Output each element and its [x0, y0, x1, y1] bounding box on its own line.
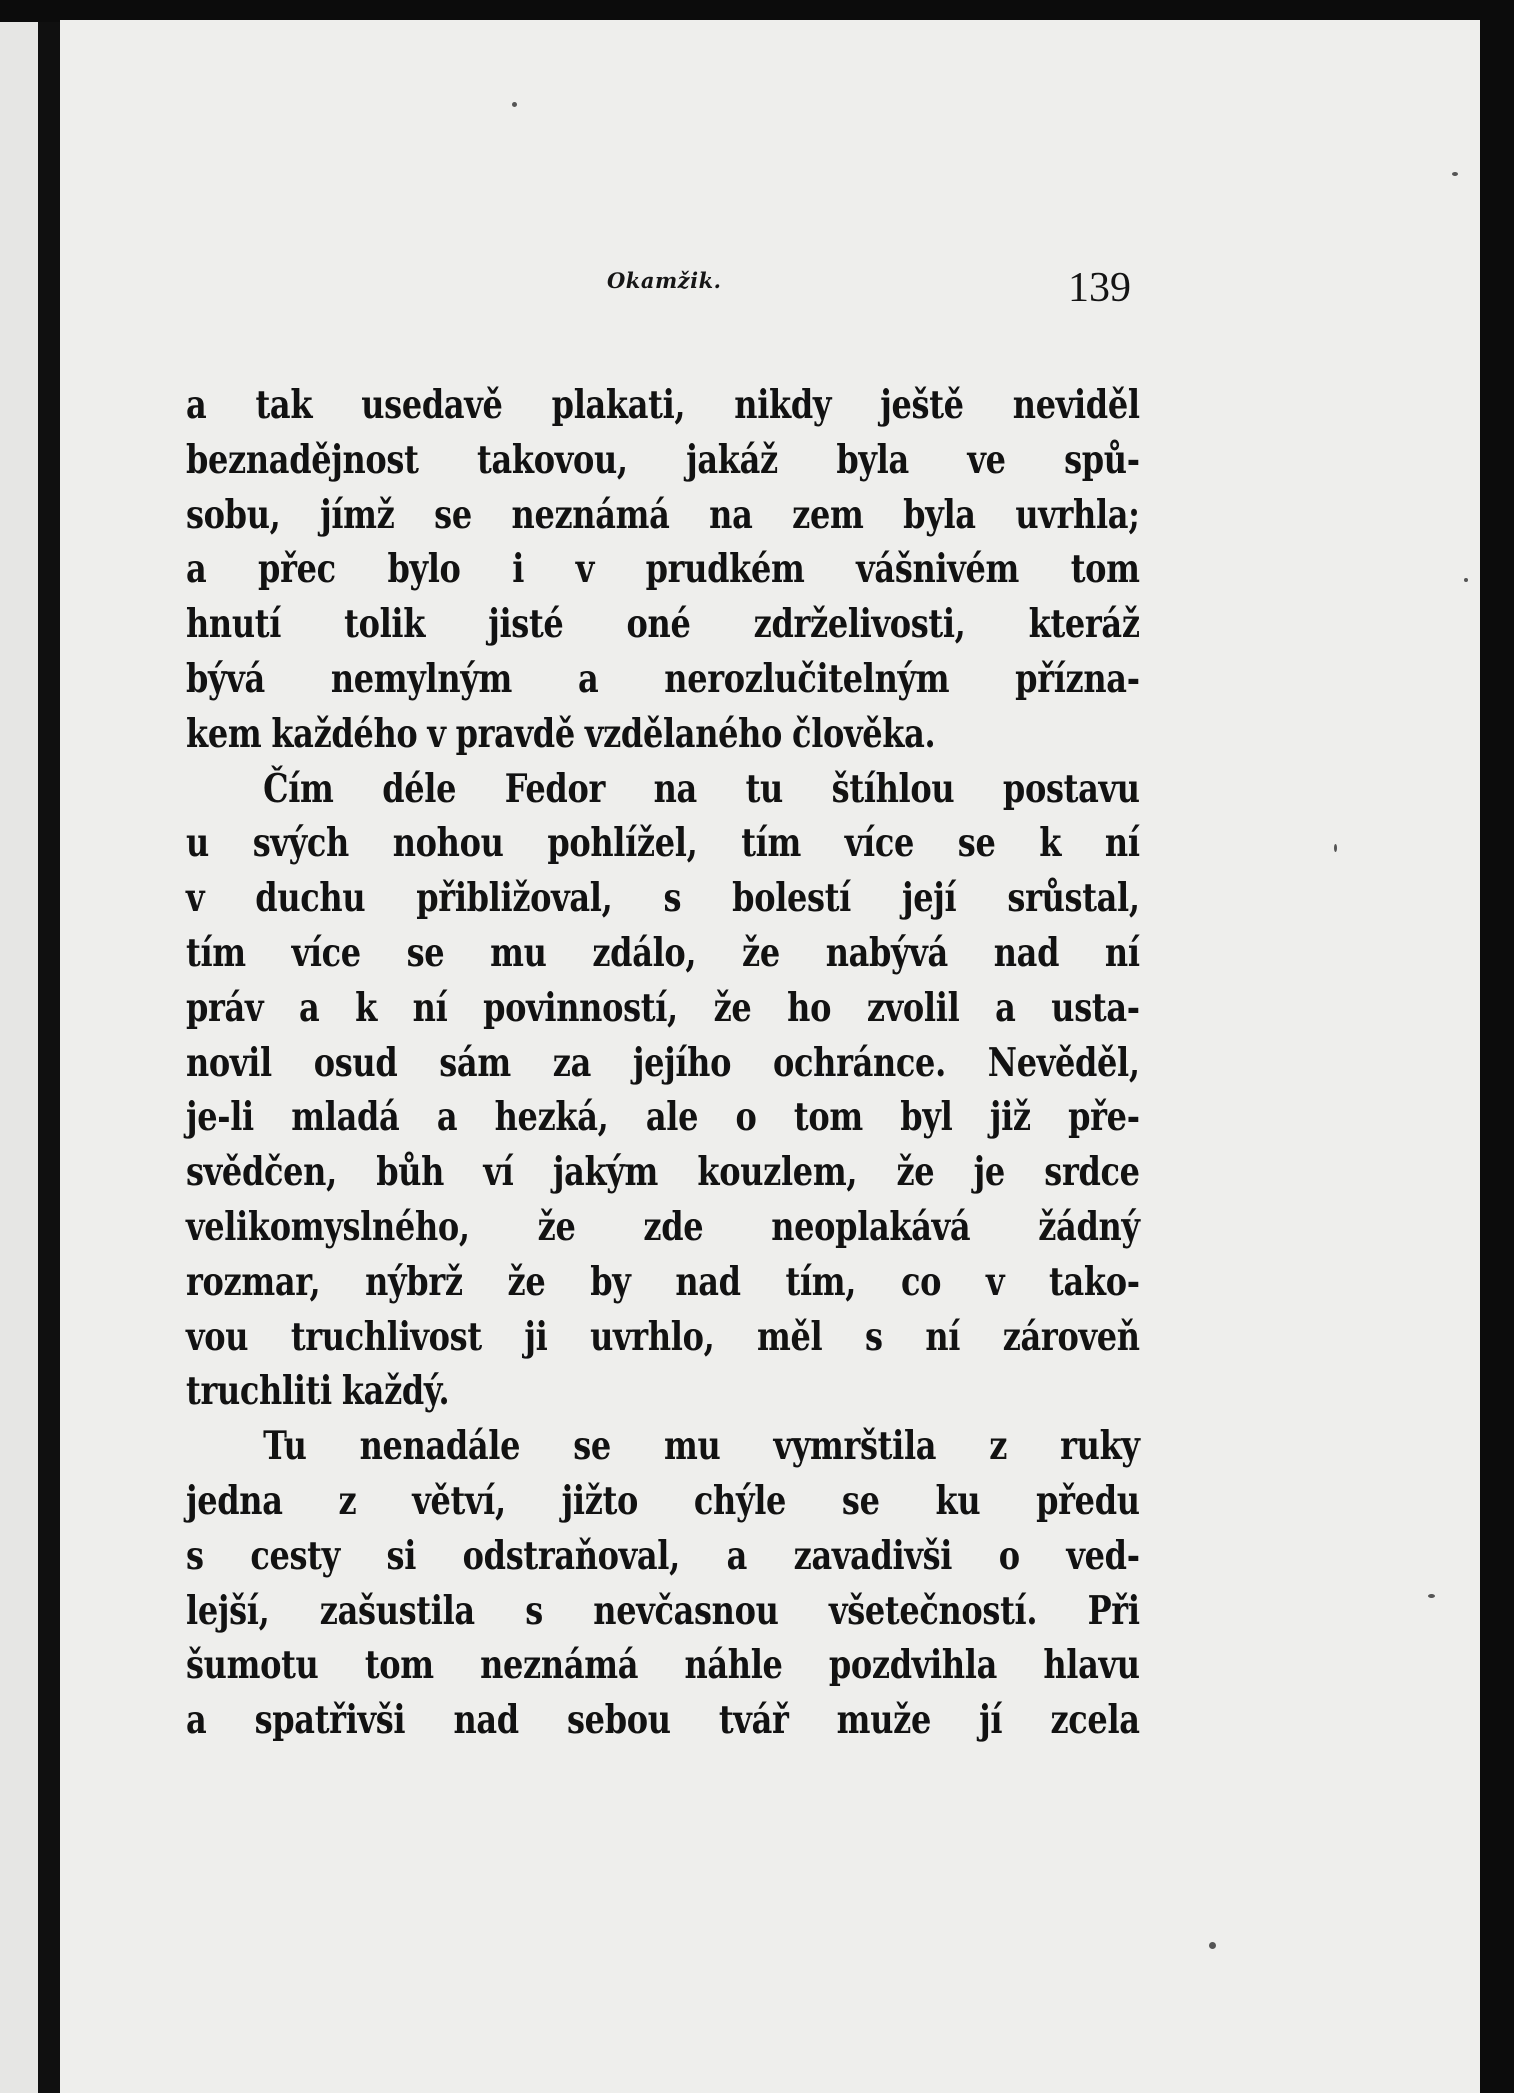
- text-line: sobu, jímž se neznámá na zem byla uvrhla;: [186, 491, 1140, 538]
- paper-speck: [512, 102, 517, 107]
- text-line: velikomyslného, že zde neoplakává žádný: [186, 1203, 1140, 1250]
- text-line: hnutí tolik jisté oné zdrželivosti, kteráž: [186, 601, 1140, 648]
- text-line: tím více se mu zdálo, že nabývá nad ní: [186, 929, 1140, 976]
- text-line: Čím déle Fedor na tu štíhlou postavu: [263, 765, 1140, 812]
- text-line: je-li mladá a hezká, ale o tom byl již pře-: [186, 1094, 1140, 1141]
- text-line: práv a k ní povinností, že ho zvolil a usta-: [186, 984, 1140, 1031]
- text-line: jedna z větví, jižto chýle se ku předu: [186, 1477, 1140, 1524]
- text-line: šumotu tom neznámá náhle pozdvihla hlavu: [186, 1642, 1140, 1689]
- text-line: svědčen, bůh ví jakým kouzlem, že je srdce: [186, 1149, 1140, 1196]
- text-line: u svých nohou pohlížel, tím více se k ní: [186, 820, 1140, 867]
- binding-shadow: [38, 22, 60, 2093]
- running-head: [0, 265, 1514, 311]
- text-line: a přec bylo i v prudkém vášnivém tom: [186, 546, 1140, 593]
- text-line: kem každého v pravdě vzdělaného člověka.: [186, 710, 936, 757]
- previous-page-edge: [0, 22, 38, 2093]
- text-line: lejší, zašustila s nevčasnou všetečností. Při: [186, 1587, 1140, 1634]
- text-line: rozmar, nýbrž že by nad tím, co v tako-: [186, 1258, 1140, 1305]
- text-line: v duchu přibližoval, s bolestí její srůstal,: [186, 875, 1140, 922]
- paper-speck: [1334, 844, 1337, 852]
- text-line: beznadějnost takovou, jakáž byla ve spů-: [186, 436, 1140, 483]
- text-line: a spatřivši nad sebou tvář muže jí zcela: [186, 1697, 1140, 1744]
- paper-speck: [1209, 1942, 1216, 1949]
- paper-speck: [1452, 172, 1458, 176]
- body-text: [186, 378, 1140, 1748]
- text-line: vou truchlivost ji uvrhlo, měl s ní zároveň: [186, 1313, 1140, 1360]
- text-line: bývá nemylným a nerozlučitelným přízna-: [186, 655, 1140, 702]
- paper-speck: [1464, 578, 1468, 582]
- page-number: 139: [1068, 265, 1131, 311]
- text-line: novil osud sám za jejího ochránce. Nevěděl,: [186, 1039, 1140, 1086]
- text-line: truchliti každý.: [186, 1368, 450, 1415]
- text-line: Tu nenadále se mu vymrštila z ruky: [263, 1423, 1140, 1470]
- paper-speck: [1428, 1594, 1435, 1598]
- text-line: s cesty si odstraňoval, a zavadivši o ved-: [186, 1532, 1140, 1579]
- right-edge-shadow: [1480, 0, 1514, 2093]
- running-head-title: Okamžik.: [607, 268, 722, 293]
- text-line: a tak usedavě plakati, nikdy ještě neviděl: [186, 382, 1140, 428]
